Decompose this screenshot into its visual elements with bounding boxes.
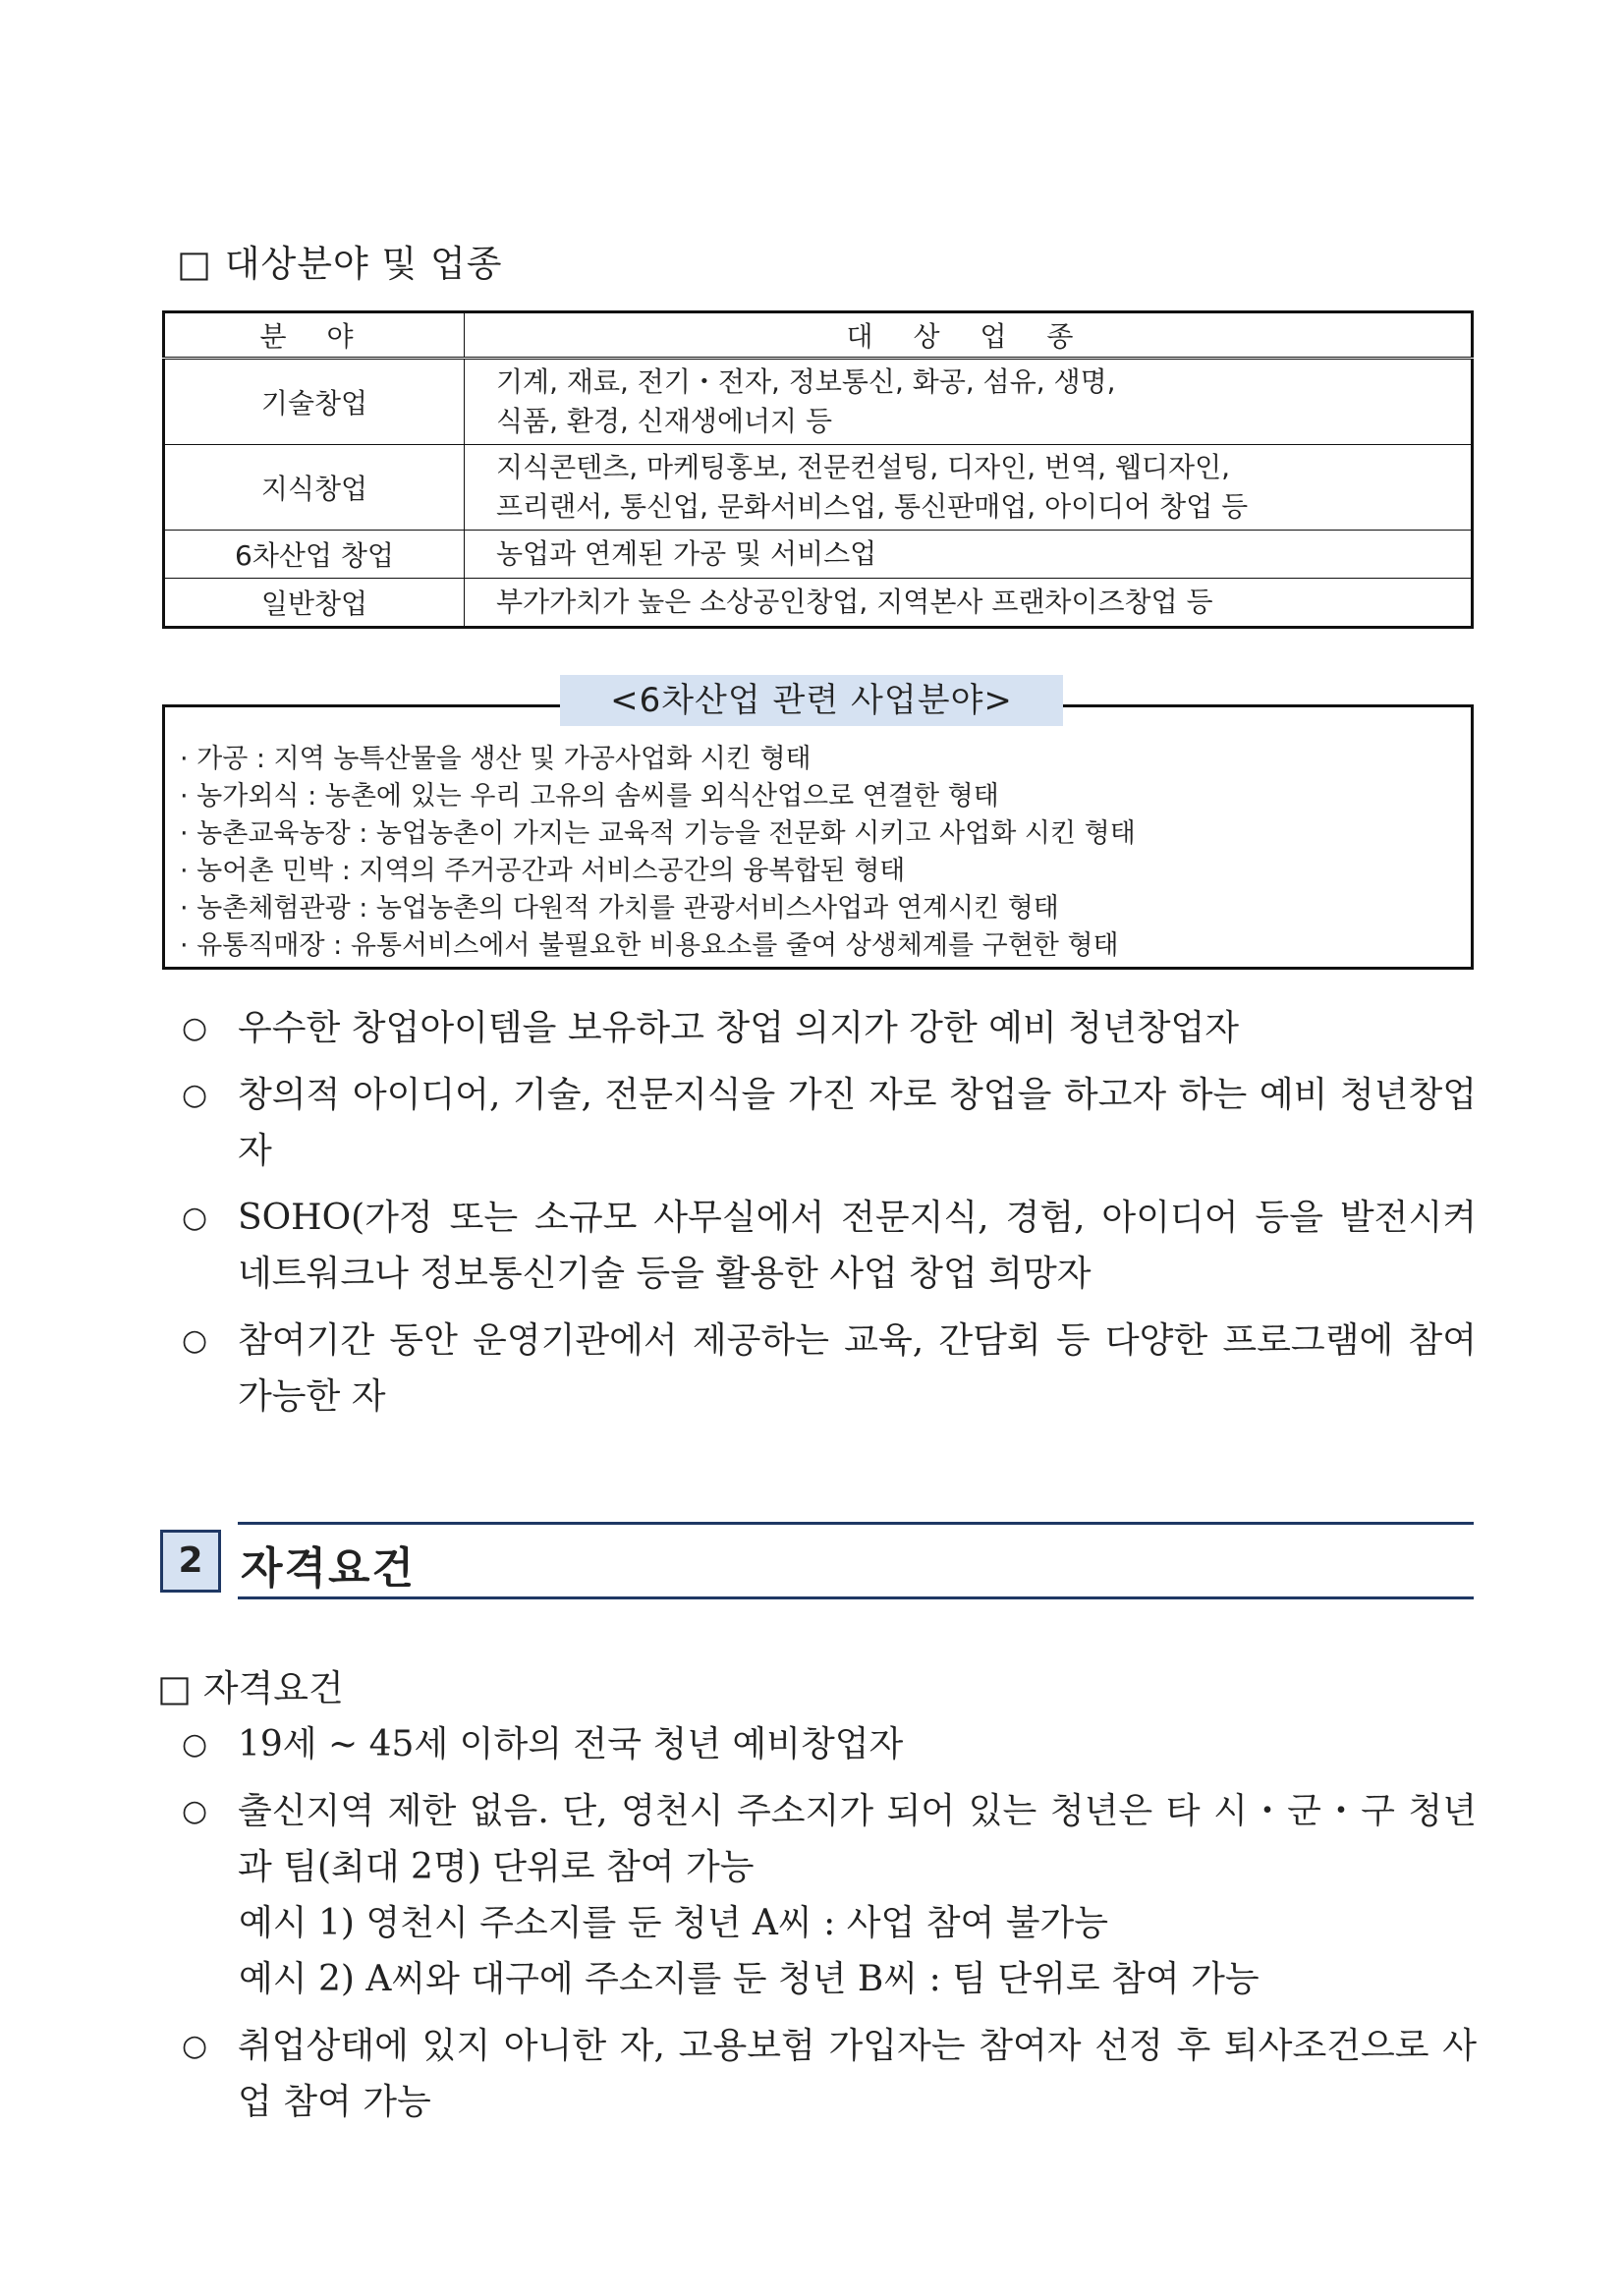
table-cell-line: 프리랜서, 통신업, 문화서비스업, 통신판매업, 아이디어 창업 등 — [496, 490, 1249, 523]
list-item — [182, 1313, 1477, 1425]
list-item — [182, 1067, 1477, 1179]
bullet-text: SOHO(가정 또는 소규모 사무실에서 전문지식, 경험, 아이디어 등을 발전시켜 네트워크나 정보통신기술 등을 활용한 사업 창업 희망자 — [238, 1198, 1477, 1294]
section-number-badge: 2 — [160, 1530, 221, 1593]
list-item: · 유통직매장 : 유통서비스에서 불필요한 비용요소를 줄여 상생체계를 구현한 형태 — [180, 930, 1119, 961]
table-cell-field: 지식창업 — [164, 445, 465, 531]
list-item: · 농가외식 : 농촌에 있는 우리 고유의 솜씨를 외식산업으로 연결한 형태 — [180, 781, 999, 812]
bullet-mark: ○ — [182, 1727, 208, 1762]
bullet-text: 창의적 아이디어, 기술, 전문지식을 가진 자로 창업을 하고자 하는 예비 청년창업자 — [238, 1075, 1477, 1171]
bullet-mark: ○ — [182, 1201, 208, 1235]
sixth-industry-list — [180, 741, 1136, 965]
table-cell-line: 지식콘텐츠, 마케팅홍보, 전문컨설팅, 디자인, 번역, 웹디자인, — [496, 451, 1231, 483]
table-cell-industry — [465, 445, 1473, 531]
table-row — [164, 531, 1473, 579]
bullet-mark: ○ — [182, 1011, 208, 1045]
bullet-text: 19세 ~ 45세 이하의 전국 청년 예비창업자 — [238, 1724, 904, 1764]
table-cell-field: 일반창업 — [164, 579, 465, 628]
table-cell-industry — [465, 579, 1473, 628]
example-line: 예시 2) A씨와 대구에 주소지를 둔 청년 B씨 : 팀 단위로 참여 가능 — [239, 1959, 1260, 1999]
list-item: · 농어촌 민박 : 지역의 주거공간과 서비스공간의 융복합된 형태 — [180, 856, 906, 886]
list-item — [182, 2018, 1477, 2130]
section-divider-bottom — [238, 1596, 1474, 1599]
bullet-mark: ○ — [182, 1078, 208, 1112]
example-line: 예시 1) 영천시 주소지를 둔 청년 A씨 : 사업 참여 불가능 — [239, 1903, 1109, 1943]
list-item: · 가공 : 지역 농특산물을 생산 및 가공사업화 시킨 형태 — [180, 744, 812, 774]
table-cell-field: 6차산업 창업 — [164, 531, 465, 579]
list-item — [182, 1716, 1477, 1772]
table-cell-line: 식품, 환경, 신재생에너지 등 — [496, 405, 833, 437]
qualification-bullet-list — [182, 1716, 1477, 2130]
list-item: · 농촌교육농장 : 농업농촌이 가지는 교육적 기능을 전문화 시키고 사업화 시킨 형태 — [180, 818, 1136, 849]
table-header-row — [164, 312, 1473, 359]
list-item: · 농촌체험관광 : 농업농촌의 다원적 가치를 관광서비스사업과 연계시킨 형태 — [180, 893, 1059, 924]
bullet-text: 우수한 창업아이템을 보유하고 창업 의지가 강한 예비 청년창업자 — [238, 1008, 1240, 1048]
table-cell-field: 기술창업 — [164, 359, 465, 445]
bullet-mark: ○ — [182, 1794, 208, 1828]
list-item — [182, 1000, 1477, 1056]
table-row — [164, 579, 1473, 628]
table-cell-line: 기계, 재료, 전기・전자, 정보통신, 화공, 섬유, 생명, — [496, 365, 1116, 398]
qualification-heading: □ 자격요건 — [157, 1667, 344, 1709]
table-header-industry: 대 상 업 종 — [465, 312, 1473, 359]
section-divider-top — [238, 1522, 1474, 1525]
bullet-text: 참여기간 동안 운영기관에서 제공하는 교육, 간담회 등 다양한 프로그램에 참여가능한 자 — [238, 1320, 1477, 1417]
table-row — [164, 445, 1473, 531]
table-cell-line: 부가가치가 높은 소상공인창업, 지역본사 프랜차이즈창업 등 — [496, 586, 1213, 618]
bullet-text: 출신지역 제한 없음. 단, 영천시 주소지가 되어 있는 청년은 타 시・군・구 청년과 팀(최대 2명) 단위로 참여 가능 — [238, 1791, 1477, 1887]
section-title: 자격요건 — [241, 1543, 417, 1594]
section-heading-target: □ 대상분야 및 업종 — [177, 243, 503, 285]
sixth-industry-box-title: <6차산업 관련 사업분야> — [560, 675, 1063, 726]
table-cell-industry — [465, 359, 1473, 445]
target-field-table — [162, 310, 1474, 629]
bullet-mark: ○ — [182, 1323, 208, 1358]
bullet-text: 취업상태에 있지 아니한 자, 고용보험 가입자는 참여자 선정 후 퇴사조건으로 사업 참여 가능 — [238, 2026, 1477, 2122]
bullet-mark: ○ — [182, 2029, 208, 2063]
table-cell-industry — [465, 531, 1473, 579]
target-bullet-list — [182, 1000, 1477, 1425]
table-header-field: 분 야 — [164, 312, 465, 359]
list-item — [182, 1783, 1477, 1895]
table-cell-line: 농업과 연계된 가공 및 서비스업 — [496, 537, 877, 570]
table-row — [164, 359, 1473, 445]
list-item — [182, 1190, 1477, 1302]
